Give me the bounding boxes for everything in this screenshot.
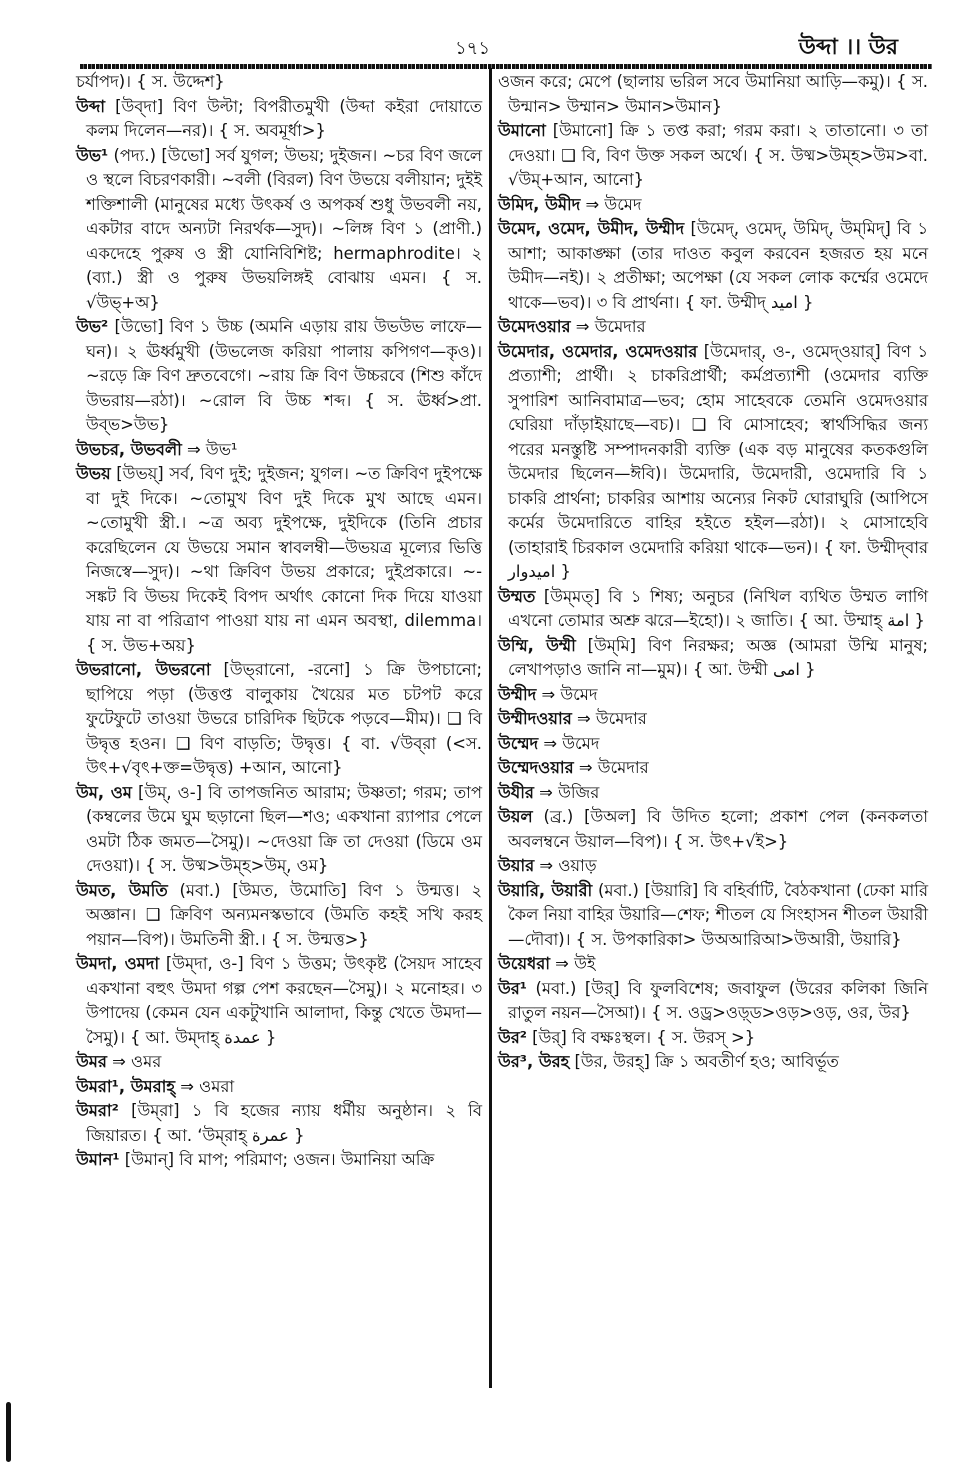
dictionary-entry — [76, 315, 482, 438]
headword: উমরা¹, উমরাহ্ — [76, 1076, 175, 1096]
headword: উয়ার — [498, 856, 535, 875]
headword: উমেদ, ওমেদ, উমীদ, উম্মীদ — [498, 219, 685, 238]
headword: উর³, উরহ — [498, 1052, 570, 1071]
definition: [উম্‌রা] ১ বি হজের ন্যায় ধর্মীয় অনুষ্ঠান। ২ বি জিয়ারত। { আ. ‘উম্‌রাহ্ عمرة } — [86, 1101, 482, 1145]
headword: উমদা, ওমদা — [76, 954, 160, 973]
definition: (ব্র.) [উঅল] বি উদিত হলো; প্রকাশ পেল (কনকলতা অবলম্বনে উয়াল—বিপ)। { স. উৎ+√ই>} — [508, 807, 928, 851]
headword: উভরানো, উভরনো — [76, 660, 211, 679]
dictionary-entry — [498, 952, 928, 977]
definition: [উভ্‌রানো, -রনো] ১ ক্রি উপচানো; ছাপিয়ে পড়া (উত্তপ্ত বালুকায় খৈয়ের মত চটপট করে ফুটেফুটে তাওয়া উভরে চারিদিক ছিটকে পড়বে—মীম)। ❑ বি উদ্বৃত্ত হওন। ❑ বিণ বাড়তি; উদ্বৃত্ত। { বা. √উব্‌রা (<স. উৎ+√বৃৎ+ক্ত=উদ্বৃত্ত) +আন, আনো} — [86, 660, 482, 777]
dictionary-entry — [76, 144, 482, 316]
dictionary-entry — [76, 1050, 482, 1075]
right-column — [498, 70, 928, 1075]
definition: ⇒ উমেদার — [573, 758, 649, 777]
headword: উমেদার, ওমেদার, ওমেদওয়ার — [498, 341, 698, 361]
running-head: উব্দা ।। উর — [798, 35, 898, 60]
definition: ⇒ উমেদার — [571, 709, 647, 728]
definition: ⇒ উজির — [533, 782, 600, 802]
headword: উভচর, উভবলী — [76, 439, 182, 459]
dictionary-entry — [498, 879, 928, 953]
headword: উমত, উমতি — [76, 880, 168, 900]
dictionary-entry — [498, 193, 928, 218]
dictionary-entry — [498, 119, 928, 193]
dictionary-entry — [498, 781, 928, 806]
definition: [উম্, ও-] বি তাপজনিত আরাম; উষ্ণতা; গরম; তাপ (কম্বলের উমে ঘুম ছড়ানো ছিল—শও; একখানা র‍্যাপার পেলে ওমটা ঠিক জমত—সৈমু)। ~দেওয়া ক্রি তা দেওয়া (ডিমে ওম দেওয়া)। { স. উষ্ম>উম্‌হ>উম্, ওম} — [86, 782, 482, 875]
headword: উমানো — [498, 121, 546, 140]
headword: উর² — [498, 1027, 527, 1047]
definition: [উমানো] ক্রি ১ তপ্ত করা; গরম করা। ২ তাতানো। ৩ তা দেওয়া। ❑ বি, বিণ উক্ত সকল অর্থে। { স. উষ্ম>উম্‌হ>উম>বা. √উম্+আন, আনো} — [508, 121, 928, 189]
column-divider — [489, 68, 492, 1388]
definition: [উমেদ্, ওমেদ্, উমিদ্, উম্‌মিদ্] বি ১ আশা; আকাঙ্ক্ষা (তার দাওত কবুল করবেন হজরত হয় মনে উমীদ—নই)। ২ প্রতীক্ষা; অপেক্ষা (যে সকল লোক কর্ম্মের ওমেদে থাকে—ভব)। ৩ বি প্রার্থনা। { ফা. উম্মীদ্ امید } — [508, 219, 928, 312]
dictionary-entry — [76, 1148, 482, 1173]
definition: [উভো] বিণ ১ উচ্চ (অমনি এড়ায় রায় উভউভ লাফে—ঘন)। ২ ঊর্ধ্বমুখী (উভলেজ করিয়া পালায় কপিগণ—কৃও)। ~রড়ে ক্রি বিণ দ্রুতবেগে। ~রায় ক্রি বিণ উচ্চরবে (শিশু কাঁদে উভরায়—রঠা)। ~রোল বি উচ্চ শব্দ। { স. ঊর্ধ্ব>প্রা. উব্‌ভ>উভ} — [86, 317, 482, 434]
dictionary-entry — [498, 340, 928, 585]
definition: (মবা.) [উর্] বি ফুলবিশেষ; জবাফুল (উরের কলিকা জিনি রাতুল নয়ন—সৈআ)। { স. ওড্র>ওড়্ড>ওড়>ওড়, ওর, উর} — [508, 978, 928, 1022]
dictionary-entry — [76, 952, 482, 1050]
dictionary-entry — [498, 805, 928, 854]
dictionary-entry — [76, 462, 482, 658]
dictionary-entry — [76, 1075, 482, 1100]
definition: [উমেদার্, ও-, ওমেদ্‌ওয়ার্] বিণ ১ প্রত্যাশী; প্রার্থী। ২ চাকরিপ্রার্থী; কর্মপ্রত্যাশী (ওমেদার ব্যক্তি সুপারিশ আনিবামাত্র—ভব; হোম সাহেবকে তেমনি ওমেদওয়ার ঘেরিয়া দাঁড়াইয়াছে—বচ)। ❑ বি মোসাহেব; স্বার্থসিদ্ধির জন্য পরের মনস্তুষ্টি সম্পাদনকারী ব্যক্তি (এক বড় মানুষের কতকগুলি উমেদার ছিলেন—ঈবি)। উমেদারি, উমেদারী, ওমেদারি বি ১ চাকরি প্রার্থনা; চাকরির আশায় অন্যের নিকট ঘোরাঘুরি (আপিসে কর্মের উমেদারিতে বাহির হইতে হইল—রঠা)। ২ মোসাহেবি (তাহারাই চিরকাল ওমেদারি করিয়া থাকে—ভন)। { ফা. উম্মীদ্‌বার امیدوار } — [508, 341, 928, 581]
definition: ⇒ উমেদ — [536, 684, 598, 704]
headword: উমান¹ — [76, 1150, 120, 1169]
definition: [উমান্] বি মাপ; পরিমাণ; ওজন। উমানিয়া অক্রি — [119, 1150, 435, 1169]
definition: ⇒ ওমর — [106, 1052, 162, 1071]
definition: ⇒ ওমরা — [175, 1076, 235, 1096]
definition: ⇒ উই — [549, 954, 596, 973]
headword: উমরা² — [76, 1101, 119, 1120]
headword: উম্মীদ — [498, 684, 537, 704]
dictionary-entry — [498, 977, 928, 1026]
dictionary-entry — [498, 1050, 928, 1075]
dictionary-entry — [498, 854, 928, 879]
headword: উয়েধরা — [498, 954, 550, 973]
entry-continuation — [76, 70, 482, 95]
headword: উমেদওয়ার — [498, 317, 571, 336]
headword: উভ¹ — [76, 145, 109, 165]
left-column — [76, 70, 482, 1173]
definition: [উব্‌দা] বিণ উল্টা; বিপরীতমুখী (উব্দা কইরা দোয়াতে কলম দিলেন—নর)। { স. অবমূর্ধা>} — [86, 96, 482, 140]
definition: ⇒ উমেদ — [538, 733, 600, 753]
definition: (পদ্য.) [উভো] সর্ব যুগল; উভয়; দুইজন। ~চর বিণ জলে ও স্থলে বিচরণকারী। ~বলী (বিরল) বিণ উভয়ে বলীয়ান; দুইই শক্তিশালী (মানুষের মধ্যে উৎকর্ষ ও অপকর্ষ শুধু উভবলী নয়, একটার বাদে অন্যটা নিরর্থক—সুদ)। ~লিঙ্গ বিণ ১ (প্রাণী.) একদেহে পুরুষ ও স্ত্রী যোনিবিশিষ্ট; hermaphrodite। ২ (ব্যা.) স্ত্রী ও পুরুষ উভয়লিঙ্গই বোঝায় এমন। { স. √উভ্+অ} — [86, 145, 482, 312]
dictionary-entry — [76, 438, 482, 463]
headword: উব্দা — [76, 96, 106, 116]
dictionary-entry — [498, 683, 928, 708]
dictionary-entry — [498, 315, 928, 340]
definition: ⇒ উভ¹ — [181, 439, 238, 459]
entry-text: ওজন করে; মেপে (ছালায় ভরিল সবে উমানিয়া আড়ি—কমু)। { স. উন্মান> উম্মান> উমান>উমান} — [498, 72, 928, 116]
entry-continuation — [498, 70, 928, 119]
dictionary-entry — [498, 585, 928, 634]
headword: উম্মি, উম্মী — [498, 635, 576, 655]
headword: উভ² — [76, 317, 109, 336]
definition: [উভয়্] সর্ব, বিণ দুই; দুইজন; যুগল। ~ত ক্রিবিণ দুইপক্ষে বা দুই দিকে। ~তোমুখ বিণ দুই দিকে মুখ আছে এমন। ~তোমুখী স্ত্রী.। ~ত্র অব্য দুইপক্ষে, দুইদিকে (তিনি প্রচার করেছিলেন যে উভয়ে সমান স্বাবলম্বী—উভয়ত্র মূল্যের ভিত্তি নিজস্বে—সুদ)। ~থা ক্রিবিণ উভয় প্রকারে; দুইপ্রকারে। ~-সঙ্কট বি উভয় দিকেই বিপদ অর্থাৎ কোনো দিক দিয়ে যাওয়া যায় না বা পরিত্রাণ পাওয়া যায় না এমন অবস্থা, dilemma। { স. উভ+অয়} — [86, 464, 482, 655]
dictionary-entry — [76, 95, 482, 144]
headword: উয়ারি, উয়ারী — [498, 880, 593, 900]
dictionary-entry — [76, 1099, 482, 1148]
dictionary-entry — [498, 756, 928, 781]
dictionary-entry — [76, 781, 482, 879]
definition: (মবা.) [উয়ারি] বি বহির্বাটি, বৈঠকখানা (ঢেকা মারি কৈল নিয়া বাহির উয়ারি—শেফ; শীতল যে সিংহাসন শীতল উয়ারী—দৌবা)। { স. উপকারিকা> উঅআরিআ>উআরী, উয়ারি} — [508, 880, 928, 949]
definition: [উর্] বি বক্ষঃস্থল। { স. উরস্ >} — [526, 1027, 756, 1047]
header-rule — [80, 64, 932, 69]
headword: উম, ওম — [76, 782, 132, 802]
dictionary-entry — [76, 658, 482, 781]
dictionary-entry — [76, 879, 482, 953]
page-number: ১৭১ — [455, 38, 491, 59]
headword: উম্মেদওয়ার — [498, 758, 574, 777]
definition: [উর, উরহ্] ক্রি ১ অবতীর্ণ হও; আবির্ভূত — [569, 1052, 839, 1071]
dictionary-entry — [498, 634, 928, 683]
dictionary-entry — [498, 732, 928, 757]
headword: উয়ল — [498, 807, 533, 826]
dictionary-entry — [498, 1026, 928, 1051]
definition: [উম্‌দা, ও-] বিণ ১ উত্তম; উৎকৃষ্ট (সৈয়দ সাহেব একখানা বহুৎ উমদা গল্প পেশ করছেন—সৈমু)। ২ মনোহর। ৩ উপাদেয় (কেমন যেন একটুখানি আলাদা, কিন্তু খেতে উমদা—সৈমু)। { আ. উম্‌দাহ্ عمدة } — [86, 954, 482, 1047]
definition: ⇒ উমেদ — [580, 194, 642, 214]
headword: উম্মত — [498, 586, 536, 606]
definition: (মবা.) [উমত, উমোতি] বিণ ১ উন্মত্ত। ২ অজ্ঞান। ❑ ক্রিবিণ অন্যমনস্কভাবে (উমতি কহই সখি করহ পয়ান—বিপ)। উমতিনী স্ত্রী.। { স. উন্মত্ত>} — [86, 880, 482, 949]
dictionary-entry — [498, 707, 928, 732]
entry-text: চর্যাপদ)। { স. উদ্দেশ} — [76, 72, 225, 91]
headword: উমর — [76, 1052, 107, 1071]
definition: [উম্‌মত্] বি ১ শিষ্য; অনুচর (নিখিল ব্যথিত উম্মত লাগি এখনো তোমার অশ্রু ঝরে—ইহো)। ২ জাতি। { আ. উম্মাহ্ امة } — [508, 586, 928, 630]
headword: উর¹ — [498, 978, 527, 998]
headword: উযীর — [498, 782, 534, 802]
margin-mark — [6, 1402, 11, 1462]
headword: উম্মীদওয়ার — [498, 709, 572, 728]
headword: উমিদ, উমীদ — [498, 194, 581, 214]
headword: উভয় — [76, 464, 111, 483]
definition: ⇒ ওয়াড় — [534, 856, 597, 875]
headword: উম্মেদ — [498, 733, 539, 753]
dictionary-entry — [498, 217, 928, 315]
definition: ⇒ উমেদার — [570, 317, 646, 336]
definition: [উম্‌মি] বিণ নিরক্ষর; অজ্ঞ (আমরা উম্মি মানুষ; লেখাপড়াও জানি না—মুম)। { আ. উম্মী امی } — [508, 635, 929, 679]
